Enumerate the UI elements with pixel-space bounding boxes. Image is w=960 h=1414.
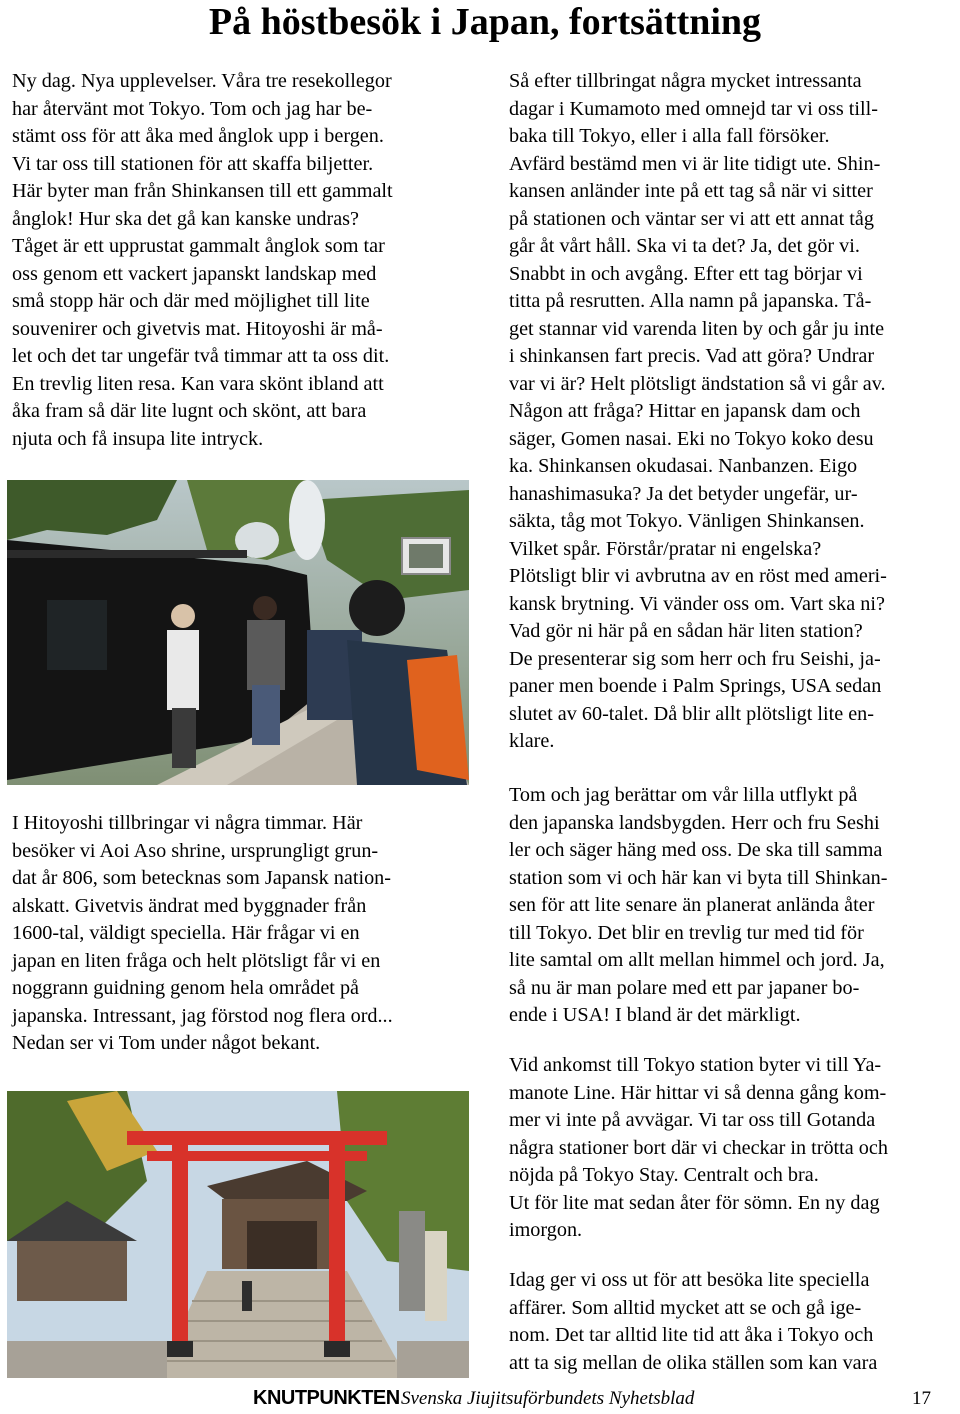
left-paragraph-1: Ny dag. Nya upplevelser. Våra tre resekollegor har återvänt mot Tokyo. Tom och jag har be- stämt oss för att åka med ånglok upp i bergen. Vi tar oss till stationen för att skaffa biljetter. Här byter man från Shinkansen till ett gammalt ånglok! Hur ska det gå kan kanske undras? Tåget är ett upprustat gammalt ånglok som tar oss genom ett vackert japanskt landskap med små stopp här och där med möjlighet till lite souvenirer och givetvis mat. Hitoyoshi är må- let och det tar ungefär två timmar att ta oss dit. En trevlig liten resa. Kan vara skönt ibland att åka fram så där lite lugnt och skönt, att bara njuta och få insupa lite intryck. — [12, 70, 393, 450]
page-number: 17 — [912, 1388, 931, 1409]
right-paragraph-1: Så efter tillbringat några mycket intressanta dagar i Kumamoto med omnejd tar vi oss till- baka till Tokyo, eller i alla fall försöker. Avfärd bestämd men vi är lite tidigt ute. Shin- kansen anländer inte på ett tag så när vi sitter på stationen och väntar ser vi att ett annat tåg går åt vårt håll. Ska vi ta det? Ja, det gör vi. Snabbt in och avgång. Efter ett tag börjar vi titta på resrutten. Alla namn på japanska. Tå- get stannar vid varenda liten by och går ju inte i shinkansen fart precis. Vad att göra? Undrar var vi är? Helt plötsligt ändstation så vi går av. Någon att fråga? Hittar en japansk dam och säger, Gomen nasai. Eki no Tokyo koko desu ka. Shinkansen okudasai. Nanbanzen. Eigo hanashimasuka? Ja det betyder ungefär, ur- säkta, tåg mot Tokyo. Vänligen Shinkansen. Vilket spår. Förstår/pratar ni engelska? Plötsligt blir vi avbrutna av en röst med ameri- kansk brytning. Vi vänder oss om. Vart ska ni? Vad gör ni här på en sådan här liten station? De presenterar sig som herr och fru Seishi, ja- paner men boende i Palm Springs, USA sedan slutet av 60-talet. Då blir allt plötsligt lite en- klare. — [509, 70, 887, 752]
footer-subtitle: Svenska Jiujitsuförbundets Nyhetsblad — [401, 1388, 695, 1409]
right-paragraph-2: Tom och jag berättar om vår lilla utflykt på den japanska landsbygden. Herr och fru Seshi ler och säger häng med oss. De ska till samma station som vi och här kan vi byta till Shinkan- sen för att lite senare än planerat anlända åter till Tokyo. Det blir en trevlig tur med tid för lite samtal om allt mellan himmel och jord. Ja, så nu är man polare med ett par japaner bo- ende i USA! I bland är det märkligt. — [509, 784, 888, 1026]
footer-brand: KNUTPUNKTEN — [253, 1387, 400, 1409]
left-paragraph-2: I Hitoyoshi tillbringar vi några timmar. Här besöker vi Aoi Aso shrine, ursprungligt grun- dat år 806, som betecknas som Japansk nation- alskatt. Givetvis ändrat med byggnader från 1600-tal, väldigt speciella. Här frågar vi en japan en liten fråga och helt plötsligt får vi en noggrann guidning genom hela området på japanska. Intressant, jag förstod nog flera ord... Nedan ser vi Tom under något bekant. — [12, 812, 393, 1054]
page-title: På höstbesök i Japan, fortsättning — [208, 1, 762, 43]
right-paragraph-3: Vid ankomst till Tokyo station byter vi till Ya- manote Line. Här hittar vi så denna gång kom- mer vi inte på avvägar. Vi tar oss till Gotanda några stationer bort där vi checkar in trötta och nöjda på Tokyo Stay. Centralt och bra. Ut för lite mat sedan åter för sömn. En ny dag imorgon. — [509, 1054, 888, 1241]
steam-train-photo — [7, 480, 469, 785]
shrine-torii-photo — [7, 1091, 469, 1378]
right-paragraph-4: Idag ger vi oss ut för att besöka lite speciella affärer. Som alltid mycket att se och gå ige- nom. Det tar alltid lite tid att åka i Tokyo och att ta sig mellan de olika ställen som kan vara — [509, 1269, 878, 1374]
